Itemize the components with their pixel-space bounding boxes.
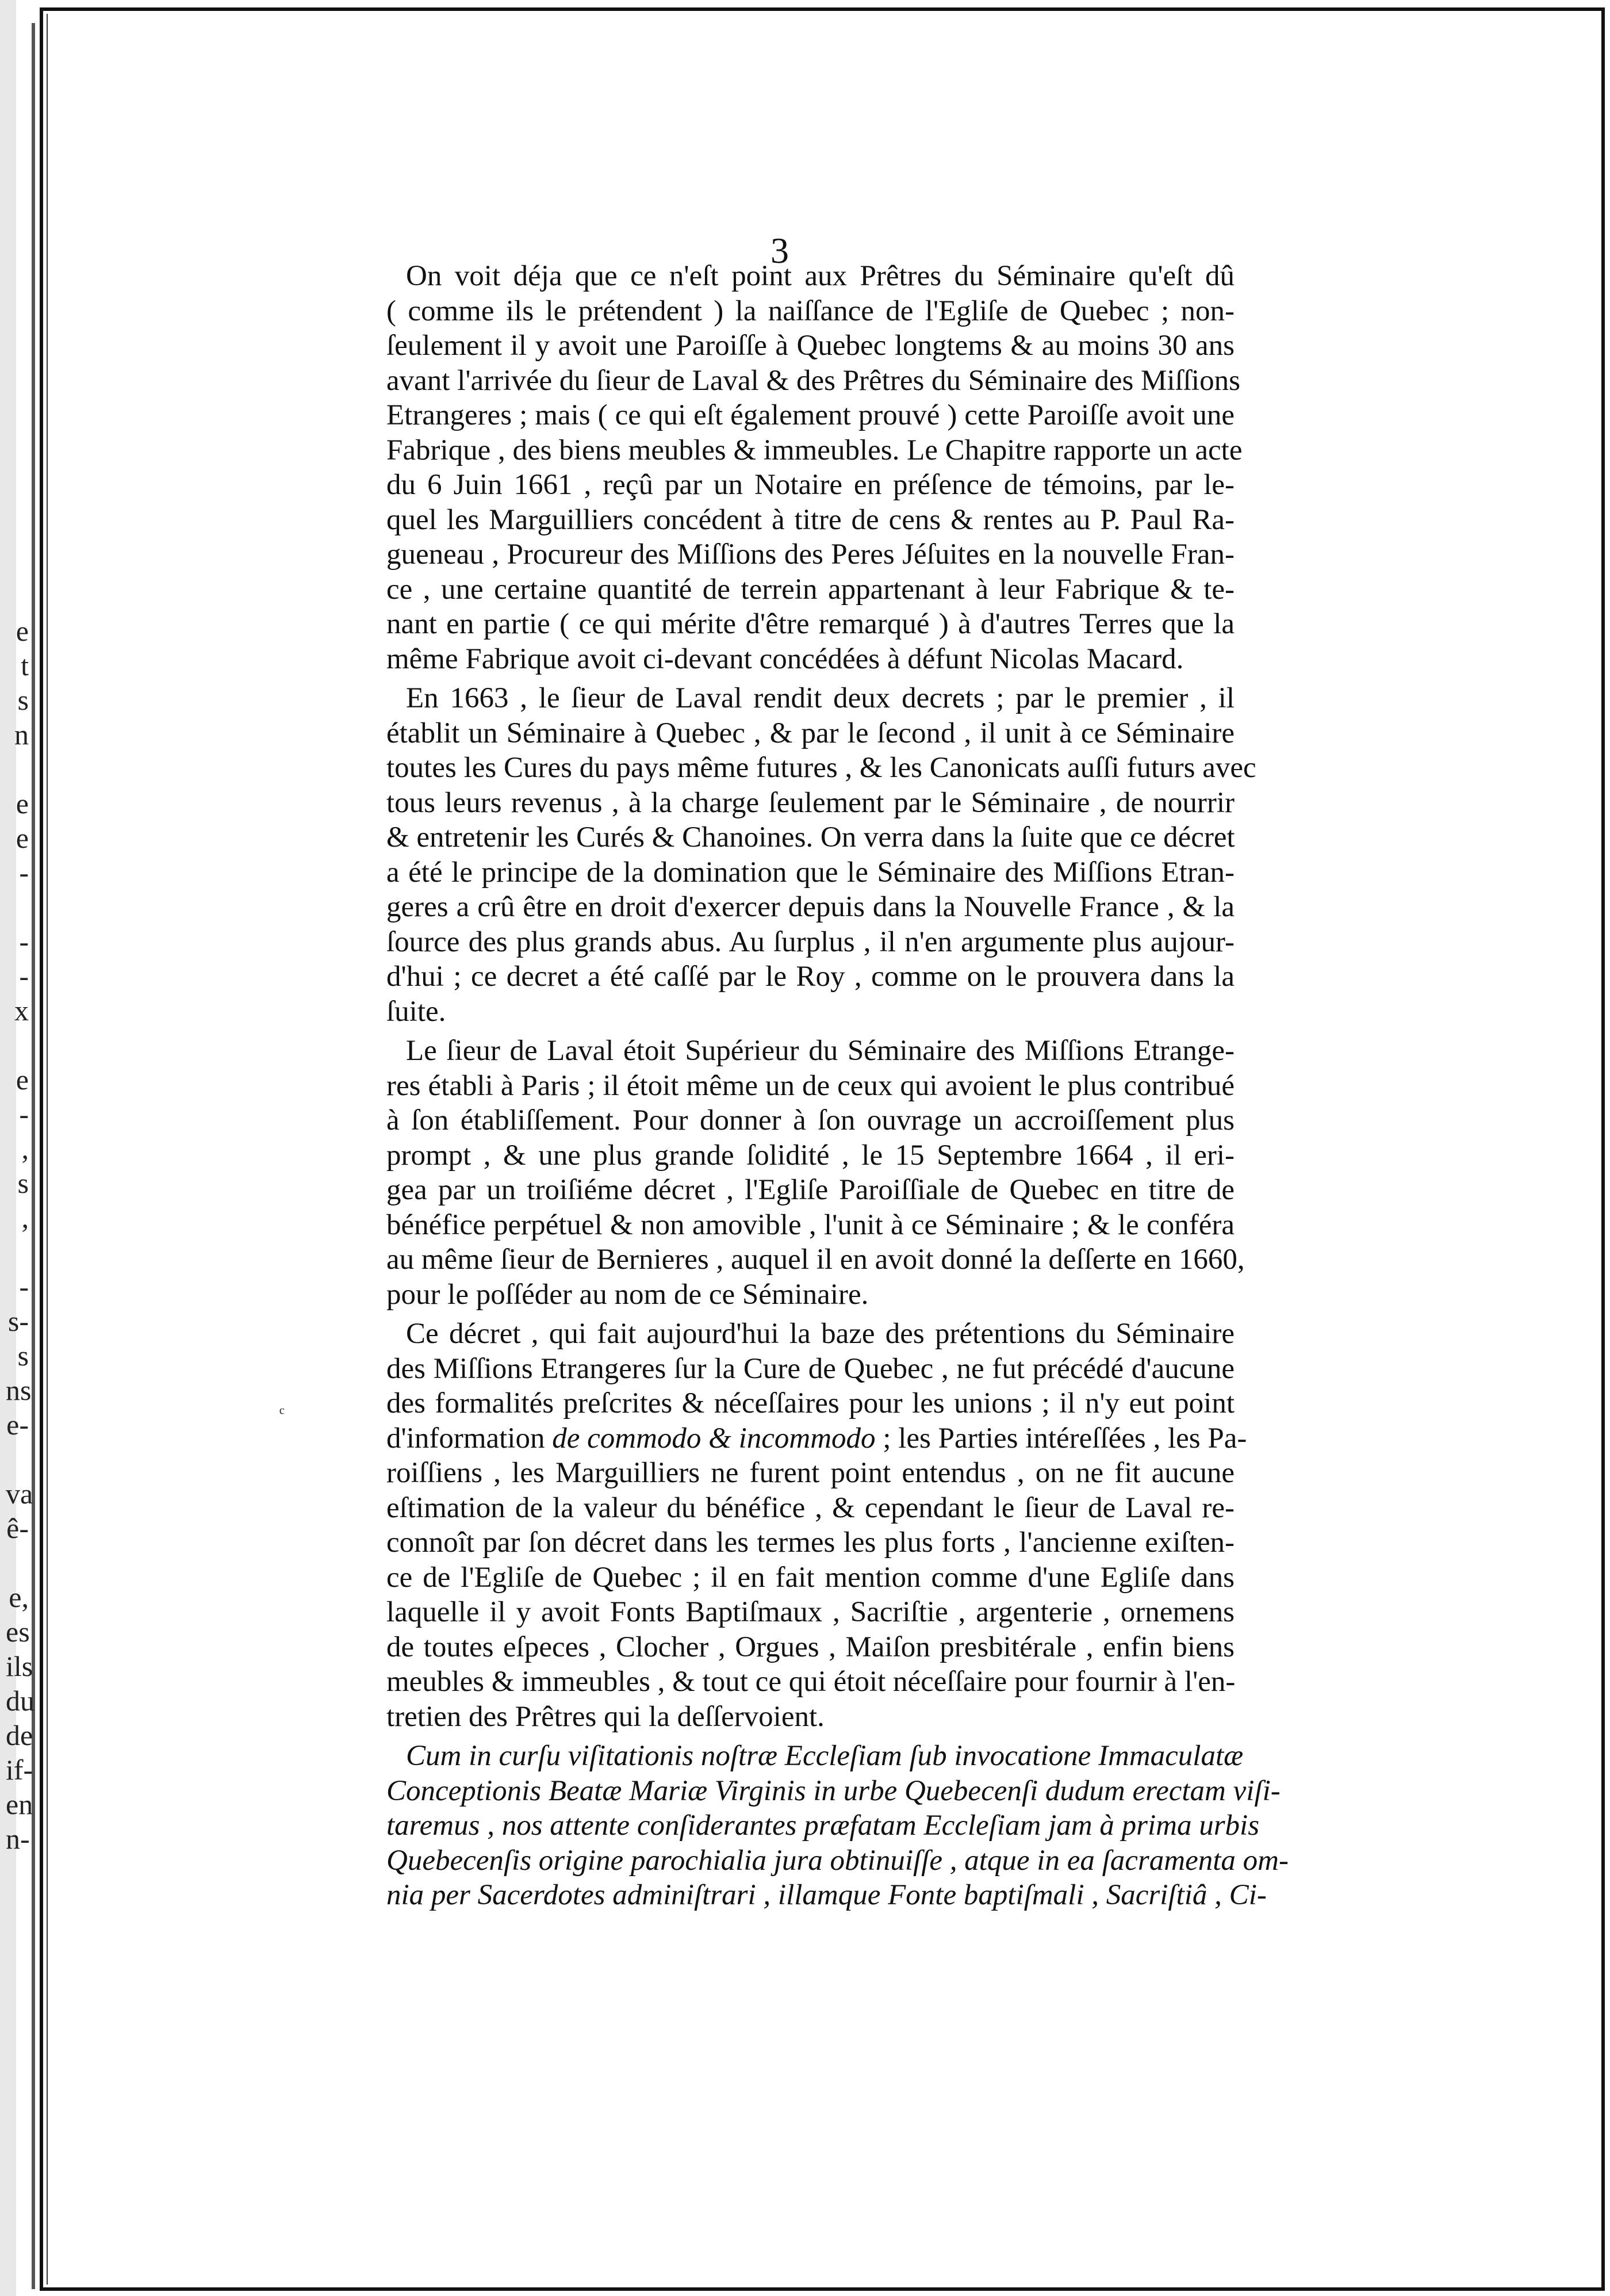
text-line: ( comme ils le prétendent ) la naiſſance de l'Egliſe de Quebec ; non- — [386, 294, 1235, 327]
text-line: de toutes eſpeces , Clocher , Orgues , Maiſon presbitérale , enfin biens — [386, 1631, 1235, 1663]
bleed-fragment: e — [16, 615, 29, 647]
text-line: tretien des Prêtres qui la deſſervoient. — [386, 1700, 825, 1733]
bleed-fragment: e, — [9, 1581, 29, 1613]
text-line: res établi à Paris ; il étoit même un de ceux qui avoient le plus contribué — [386, 1069, 1235, 1102]
text-line: pour le poſſéder au nom de ce Séminaire. — [386, 1278, 869, 1311]
bleed-fragment: n — [14, 718, 29, 751]
paragraph — [386, 1317, 1247, 1734]
text-line: tous leurs revenus , à la charge ſeulement par le Séminaire , de nourrir — [386, 786, 1235, 819]
text-line: d'information de commodo & incommodo ; les Parties intéreſſées , les Pa- — [386, 1422, 1247, 1455]
text-line: nia per Sacerdotes adminiſtrari , illamque Fonte baptiſmali , Sacriſtiâ , Ci- — [386, 1879, 1267, 1911]
text-line: On voit déja que ce n'eſt point aux Prêtres du Séminaire qu'eſt dû — [406, 260, 1235, 292]
text-line: connoît par ſon décret dans les termes les plus forts , l'ancienne exiſten- — [386, 1526, 1235, 1559]
bleed-fragment: s — [17, 684, 29, 716]
text-line: Fabrique , des biens meubles & immeubles. Le Chapitre rapporte un acte — [386, 434, 1243, 466]
bleed-fragment: x — [14, 994, 29, 1027]
bleed-fragment: s — [17, 1167, 29, 1199]
bleed-fragment: - — [19, 960, 29, 992]
bleed-fragment: , — [21, 1201, 29, 1234]
bleed-fragment: - — [19, 856, 29, 889]
text-line: a été le principe de la domination que le Séminaire des Miſſions Etran- — [386, 856, 1235, 889]
text-line: du 6 Juin 1661 , reçû par un Notaire en préſence de témoins, par le- — [386, 469, 1235, 501]
text-line: toutes les Cures du pays même futures , & les Canonicats auſſi futurs avec — [386, 752, 1256, 784]
text-line: Etrangeres ; mais ( ce qui eſt également prouvé ) cette Paroiſſe avoit une — [386, 399, 1235, 431]
text-line: geres a crû être en droit d'exercer depuis dans la Nouvelle France , & la — [386, 891, 1235, 923]
latin-quotation — [386, 1739, 1289, 1913]
bleed-fragment: n- — [6, 1823, 30, 1855]
text-line: laquelle il y avoit Fonts Baptiſmaux , Sacriſtie , argenterie , ornemens — [386, 1596, 1235, 1628]
text-line: Ce décret , qui fait aujourd'hui la baze des prétentions du Séminaire — [406, 1318, 1235, 1350]
text-line: gea par un troiſiéme décret , l'Egliſe Paroiſſiale de Quebec en titre de — [386, 1174, 1235, 1206]
text-line: Le ſieur de Laval étoit Supérieur du Séminaire des Miſſions Etrange- — [406, 1035, 1235, 1067]
bleed-fragment: t — [21, 649, 29, 682]
bleed-fragment: e- — [6, 1409, 29, 1441]
bleed-fragment: e — [16, 822, 29, 854]
text-line: eſtimation de la valeur du bénéfice , & cependant le ſieur de Laval re- — [386, 1491, 1235, 1524]
text-line: taremus , nos attente conſiderantes præfatam Eccleſiam jam à prima urbis — [386, 1809, 1260, 1842]
bleed-fragment: if- — [6, 1754, 33, 1786]
bleed-fragment: ê- — [6, 1512, 29, 1544]
paragraph — [386, 1034, 1245, 1312]
bleed-fragment: - — [19, 1271, 29, 1303]
text-line: meubles & immeubles , & tout ce qui étoit néceſſaire pour fournir à l'en- — [386, 1666, 1236, 1698]
bleed-fragment: ils — [6, 1650, 33, 1682]
text-line: ſource des plus grands abus. Au ſurplus , il n'en argumente plus aujour- — [386, 925, 1235, 958]
bleed-fragment: de — [6, 1719, 33, 1751]
text-line: des Miſſions Etrangeres ſur la Cure de Quebec , ne fut précédé d'aucune — [386, 1352, 1235, 1385]
bleed-fragment: du — [6, 1685, 34, 1717]
text-line: Conceptionis Beatæ Mariæ Virginis in urbe Quebecenſi dudum erectam viſi- — [386, 1774, 1281, 1807]
text-line: à ſon établiſſement. Pour donner à ſon ouvrage un accroiſſement plus — [386, 1104, 1235, 1136]
text-line: gueneau , Procureur des Miſſions des Peres Jéſuites en la nouvelle Fran- — [386, 538, 1235, 571]
text-line: & entretenir les Curés & Chanoines. On verra dans la ſuite que ce décret — [386, 821, 1235, 854]
bleed-fragment: - — [19, 925, 29, 958]
bleed-fragment: ns — [6, 1374, 32, 1406]
bleed-fragment: e — [16, 1063, 29, 1096]
text-line: bénéfice perpétuel & non amovible , l'unit à ce Séminaire ; & le conféra — [386, 1208, 1235, 1241]
stray-mark: ᶜ — [279, 1403, 285, 1424]
text-line: même Fabrique avoit ci-devant concédées à défunt Nicolas Macard. — [386, 642, 1184, 675]
latin-phrase: de commodo & incommodo — [552, 1422, 876, 1455]
text-line: des formalités preſcrites & néceſſaires pour les unions ; il n'y eut point — [386, 1387, 1235, 1419]
bleed-fragment: , — [21, 1132, 29, 1165]
text-line: nant en partie ( ce qui mérite d'être remarqué ) à d'autres Terres que la — [386, 608, 1235, 640]
text-line: établit un Séminaire à Quebec , & par le ſecond , il unit à ce Séminaire — [386, 717, 1235, 749]
paragraph — [386, 259, 1243, 676]
text-line: avant l'arrivée du ſieur de Laval & des Prêtres du Séminaire des Miſſions — [386, 364, 1240, 397]
text-line: Cum in curſu viſitationis noſtræ Eccleſiam ſub invocatione Immaculatæ — [406, 1740, 1244, 1772]
text-line: Quebecenſis origine parochialia jura obtinuiſſe , atque in ea ſacramenta om- — [386, 1844, 1289, 1877]
bleed-fragment: va — [6, 1478, 33, 1510]
text-line: d'hui ; ce decret a été caſſé par le Roy , comme on le prouvera dans la — [386, 961, 1235, 993]
text-line: ſeulement il y avoit une Paroiſſe à Quebec longtems & au moins 30 ans — [386, 330, 1235, 362]
bleed-fragment: es — [6, 1616, 30, 1648]
text-line: ce , une certaine quantité de terrein appartenant à leur Fabrique & te- — [386, 573, 1235, 606]
bleed-fragment: s — [17, 1340, 29, 1372]
text-line: au même ſieur de Bernieres , auquel il en avoit donné la deſſerte en 1660, — [386, 1243, 1245, 1276]
text-line: ſuite. — [386, 995, 446, 1028]
bleed-fragment: en — [6, 1788, 33, 1820]
text-line: ce de l'Egliſe de Quebec ; il en fait mention comme d'une Egliſe dans — [386, 1561, 1235, 1594]
text-line: prompt , & une plus grande ſolidité , le 15 Septembre 1664 , il eri- — [386, 1139, 1235, 1172]
bleed-fragment: e — [16, 787, 29, 820]
bleed-fragment: - — [19, 1098, 29, 1130]
text-line: roiſſiens , les Marguilliers ne furent point entendus , on ne fit aucune — [386, 1457, 1235, 1489]
page-number: 3 — [770, 230, 789, 271]
body-text — [386, 259, 1289, 1918]
paragraph — [386, 681, 1256, 1029]
text-line: En 1663 , le ſieur de Laval rendit deux decrets ; par le premier , il — [406, 682, 1235, 714]
text-line: quel les Marguilliers concédent à titre de cens & rentes au P. Paul Ra- — [386, 503, 1235, 536]
bleed-fragment: s- — [7, 1305, 29, 1337]
